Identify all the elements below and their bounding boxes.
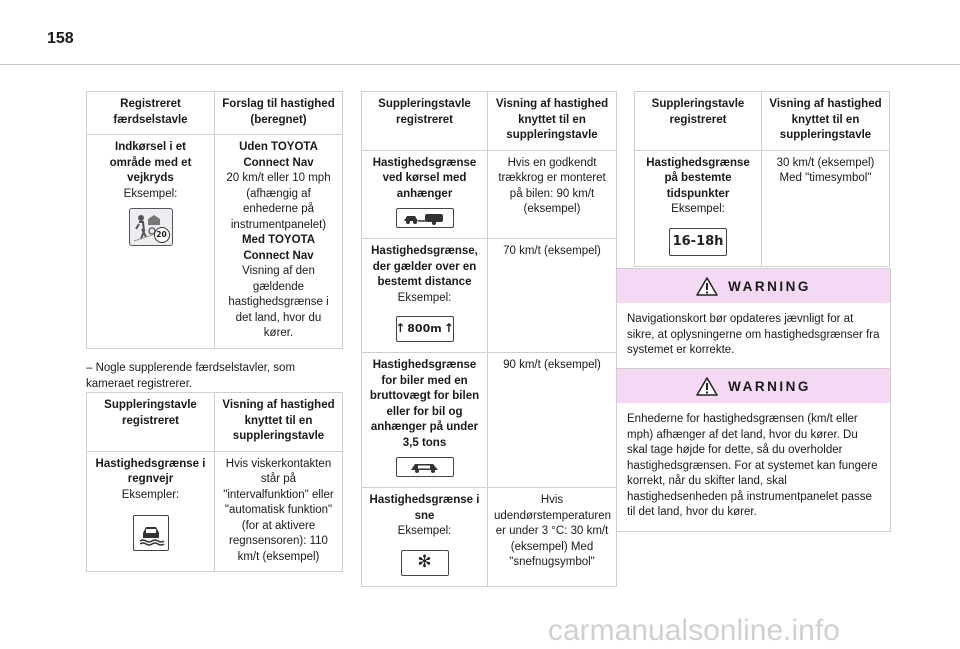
sign-title: Hastighedsgrænse ved kørsel med anhænger [372, 156, 477, 200]
residential-zone-sign-icon [129, 208, 173, 246]
watermark: carmanualsonline.info [548, 614, 840, 647]
sign-title: Hastighedsgrænse i sne [369, 494, 480, 522]
distance-value: 800m [407, 322, 442, 336]
page-number: 158 [47, 30, 74, 47]
arrow-up-icon: ↑ [395, 321, 406, 336]
warning-header [617, 369, 890, 403]
table-row [362, 488, 617, 587]
table-row [87, 451, 343, 572]
sign-example-label: Eksempler: [121, 488, 180, 501]
variant-text: Visning af den gældende hastighedsgrænse i det land, hvor du kører. [228, 265, 329, 339]
sign-description-cell [362, 353, 488, 488]
table-header-row [635, 92, 890, 151]
sign-title: Hastighedsgrænse for biler med en bruttovægt for bilen eller for bil og anhænger på under 3,5 tons [369, 359, 480, 449]
speed-display-cell: Hvis en godkendt trækkrog er monteret på bilen: 90 km/t (eksempel) [488, 150, 617, 239]
table-row [87, 135, 343, 349]
speed-suggestion-cell [215, 135, 343, 349]
supplementary-sign-table-rain [86, 392, 343, 572]
header-divider [0, 64, 960, 65]
table-row [635, 150, 890, 266]
speed-display-cell: 70 km/t (eksempel) [488, 239, 617, 353]
supplementary-signs-note: – Nogle supplerende færdselstavler, som kameraet registrerer. [86, 362, 296, 390]
table-row [362, 150, 617, 239]
table-header-row [362, 92, 617, 151]
table-header-row [87, 92, 343, 135]
car-sign-icon [396, 457, 454, 477]
column-header: Suppleringstavle registreret [87, 393, 215, 452]
column-header: Suppleringstavle registreret [635, 92, 762, 151]
sign-title: Hastighedsgrænse på bestemte tidspunkter [646, 156, 750, 200]
supplementary-sign-table [361, 91, 617, 587]
sign-example-label: Eksempel: [397, 525, 452, 537]
speed-display-cell: 90 km/t (eksempel) [488, 353, 617, 488]
warning-title: WARNING [728, 278, 811, 294]
warning-triangle-icon [696, 377, 718, 396]
column-header: Visning af hastighed knyttet til en suppleringstavle [488, 92, 617, 151]
warning-text: Enhederne for hastighedsgrænsen (km/t eller mph) afhænger af det land, hvor du kører. Du skal tage højde for dette, så du overholder hastighedsgrænsen. For at systemet kan fungere korrekt, når du skifter land, skal hastighedsenheden på instrumentpanelet passe til det land, hvor du kører. [627, 413, 878, 518]
warning-header [617, 269, 890, 303]
snowflake-sign-icon: ✻ [401, 550, 449, 576]
sign-title: Indkørsel i et område med et vejkryds [109, 141, 192, 184]
speed-display-cell: 30 km/t (eksempel) Med "timesymbol" [762, 150, 890, 266]
column-header: Forslag til hastighed (beregnet) [215, 92, 343, 135]
speed-display-cell: Hvis udendørstemperaturen er under 3 °C: 30 km/t (eksempel) Med "snefnugsymbol" [488, 488, 617, 587]
sign-title: Hastighedsgrænse i regnvejr [95, 457, 206, 485]
sign-title: Hastighedsgrænse, der gælder over en bestemt distance [371, 245, 478, 288]
sign-example-label: Eksempel: [397, 291, 452, 304]
column-header: Registreret færdselstavle [87, 92, 215, 135]
sign-description-cell [362, 488, 488, 587]
sign-description-cell [635, 150, 762, 266]
sign-description-cell [362, 150, 488, 239]
sign-description-cell [362, 239, 488, 353]
variant-heading: Med TOYOTA Connect Nav [241, 234, 316, 262]
variant-heading: Uden TOYOTA Connect Nav [239, 141, 318, 169]
distance-sign-icon [396, 316, 454, 342]
supplementary-sign-table-time [634, 91, 890, 267]
column-header: Visning af hastighed knyttet til en suppleringstavle [215, 393, 343, 452]
arrow-up-icon: ↑ [443, 321, 454, 336]
table-header-row [87, 393, 343, 452]
warning-title: WARNING [728, 378, 811, 394]
table-row [362, 239, 617, 353]
sign-example-label: Eksempel: [123, 187, 178, 200]
suggested-speed-table [86, 91, 343, 349]
speed-display-cell: Hvis viskerkontakten står på "intervalfunktion" eller "automatisk funktion" (for at aktivere regnsensoren): 110 km/t (eksempel) [215, 451, 343, 572]
variant-text: 20 km/t eller 10 mph (afhængig af enhederne på instrumentpanelet) [226, 172, 331, 231]
warning-box-speed-units [616, 368, 891, 532]
warning-box-navigation-maps [616, 268, 891, 370]
trailer-sign-icon [396, 208, 454, 228]
sign-description-cell [87, 451, 215, 572]
speed-badge: 20 [154, 227, 170, 243]
table-row [362, 353, 617, 488]
sign-example-label: Eksempel: [671, 203, 725, 215]
rain-sign-icon [133, 515, 169, 551]
column-header: Visning af hastighed knyttet til en suppleringstavle [762, 92, 890, 151]
time-period-sign: 16-18h [669, 228, 727, 256]
warning-triangle-icon [696, 277, 718, 296]
sign-description-cell [87, 135, 215, 349]
warning-text: Navigationskort bør opdateres jævnligt for at sikre, at oplysningerne om hastighedsgrænser fra systemet er korrekte. [627, 313, 880, 356]
column-header: Suppleringstavle registreret [362, 92, 488, 151]
